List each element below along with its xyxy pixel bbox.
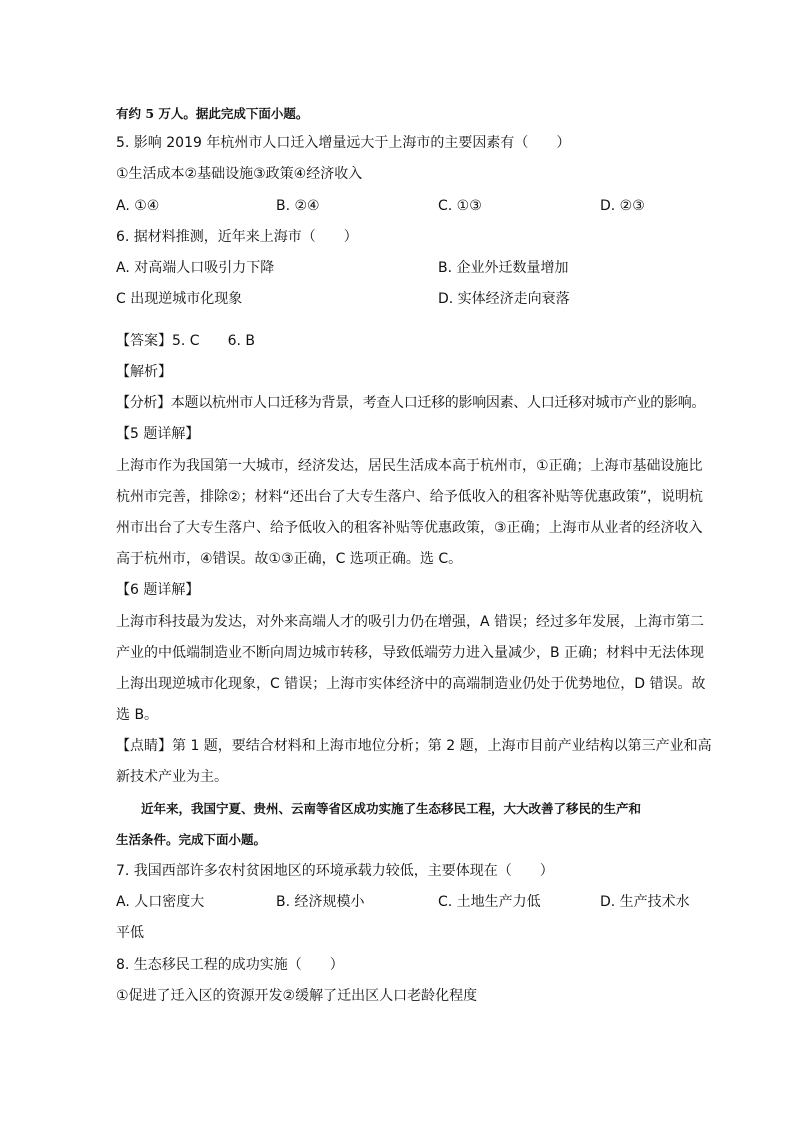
q7-option-d-wrap: 平低	[116, 925, 144, 941]
q6-detail-line: 产业的中低端制造业不断向周边城市转移，导致低端劳力进入量减少，B 正确；材料中无法体现	[116, 645, 705, 661]
q5-detail-line: 杭州市完善，排除②；材料“还出台了大专生落户、给予低收入的租客补贴等优惠政策”，说明杭	[116, 489, 704, 505]
q5-detail-line: 高于杭州市，④错误。故①③正确，C 选项正确。选 C。	[116, 551, 463, 567]
q6-option-b: B. 企业外迁数量增加	[438, 260, 569, 276]
q5-detail-title: 【5 题详解】	[116, 426, 200, 442]
q5-option-b: B. ②④	[276, 198, 320, 214]
q5-option-a: A. ①④	[116, 198, 160, 214]
q6-option-d: D. 实体经济走向衰落	[438, 291, 570, 307]
q7-stem: 7. 我国西部许多农村贫困地区的环境承载力较低，主要体现在（ ）	[116, 863, 554, 879]
tips-line: 【点睛】第 1 题，要结合材料和上海市地位分析；第 2 题，上海市目前产业结构以第三产业和高	[116, 738, 712, 754]
q7-option-a: A. 人口密度大	[116, 894, 205, 910]
q7-option-c: C. 土地生产力低	[438, 894, 541, 910]
q5-items: ①生活成本②基础设施③政策④经济收入	[116, 166, 363, 182]
q6-detail-line: 选 B。	[116, 707, 159, 723]
q7-option-d: D. 生产技术水	[600, 894, 690, 910]
q5-option-d: D. ②③	[600, 198, 645, 214]
q6-stem: 6. 据材料推测，近年来上海市（ ）	[116, 229, 358, 245]
tips-line: 新技术产业为主。	[116, 769, 228, 785]
q5-stem: 5. 影响 2019 年杭州市人口迁入增量远大于上海市的主要因素有（ ）	[116, 135, 571, 151]
q5-detail-line: 上海市作为我国第一大城市，经济发达，居民生活成本高于杭州市，①正确；上海市基础设施比	[116, 458, 703, 474]
q6-option-a: A. 对高端人口吸引力下降	[116, 260, 275, 276]
analysis-title: 【解析】	[116, 364, 172, 380]
q6-option-c: C 出现逆城市化现象	[116, 291, 243, 307]
q8-stem: 8. 生态移民工程的成功实施（ ）	[116, 957, 344, 973]
q6-detail-line: 上海出现逆城市化现象，C 错误；上海市实体经济中的高端制造业仍处于优势地位，D 错误。故	[116, 676, 706, 692]
q6-detail-line: 上海市科技最为发达，对外来高端人才的吸引力仍在增强，A 错误；经过多年发展，上海市第二	[116, 614, 705, 630]
q8-items: ①促进了迁入区的资源开发②缓解了迁出区人口老龄化程度	[116, 988, 478, 1004]
q5-option-c: C. ①③	[438, 198, 482, 214]
answer-line: 【答案】5. C 6. B	[116, 333, 255, 349]
q7-option-b: B. 经济规模小	[276, 894, 365, 910]
q5-detail-line: 州市出台了大专生落户、给予低收入的租客补贴等优惠政策，③正确；上海市从业者的经济收入	[116, 520, 703, 536]
analysis-intro: 【分析】本题以杭州市人口迁移为背景，考查人口迁移的影响因素、人口迁移对城市产业的影响。	[116, 395, 706, 411]
material2-line: 近年来，我国宁夏、贵州、云南等省区成功实施了生态移民工程，大大改善了移民的生产和	[116, 801, 642, 816]
material-intro-tail: 有约 5 万人。据此完成下面小题。	[116, 106, 309, 121]
material2-line: 生活条件。完成下面小题。	[116, 832, 267, 847]
q6-detail-title: 【6 题详解】	[116, 582, 200, 598]
